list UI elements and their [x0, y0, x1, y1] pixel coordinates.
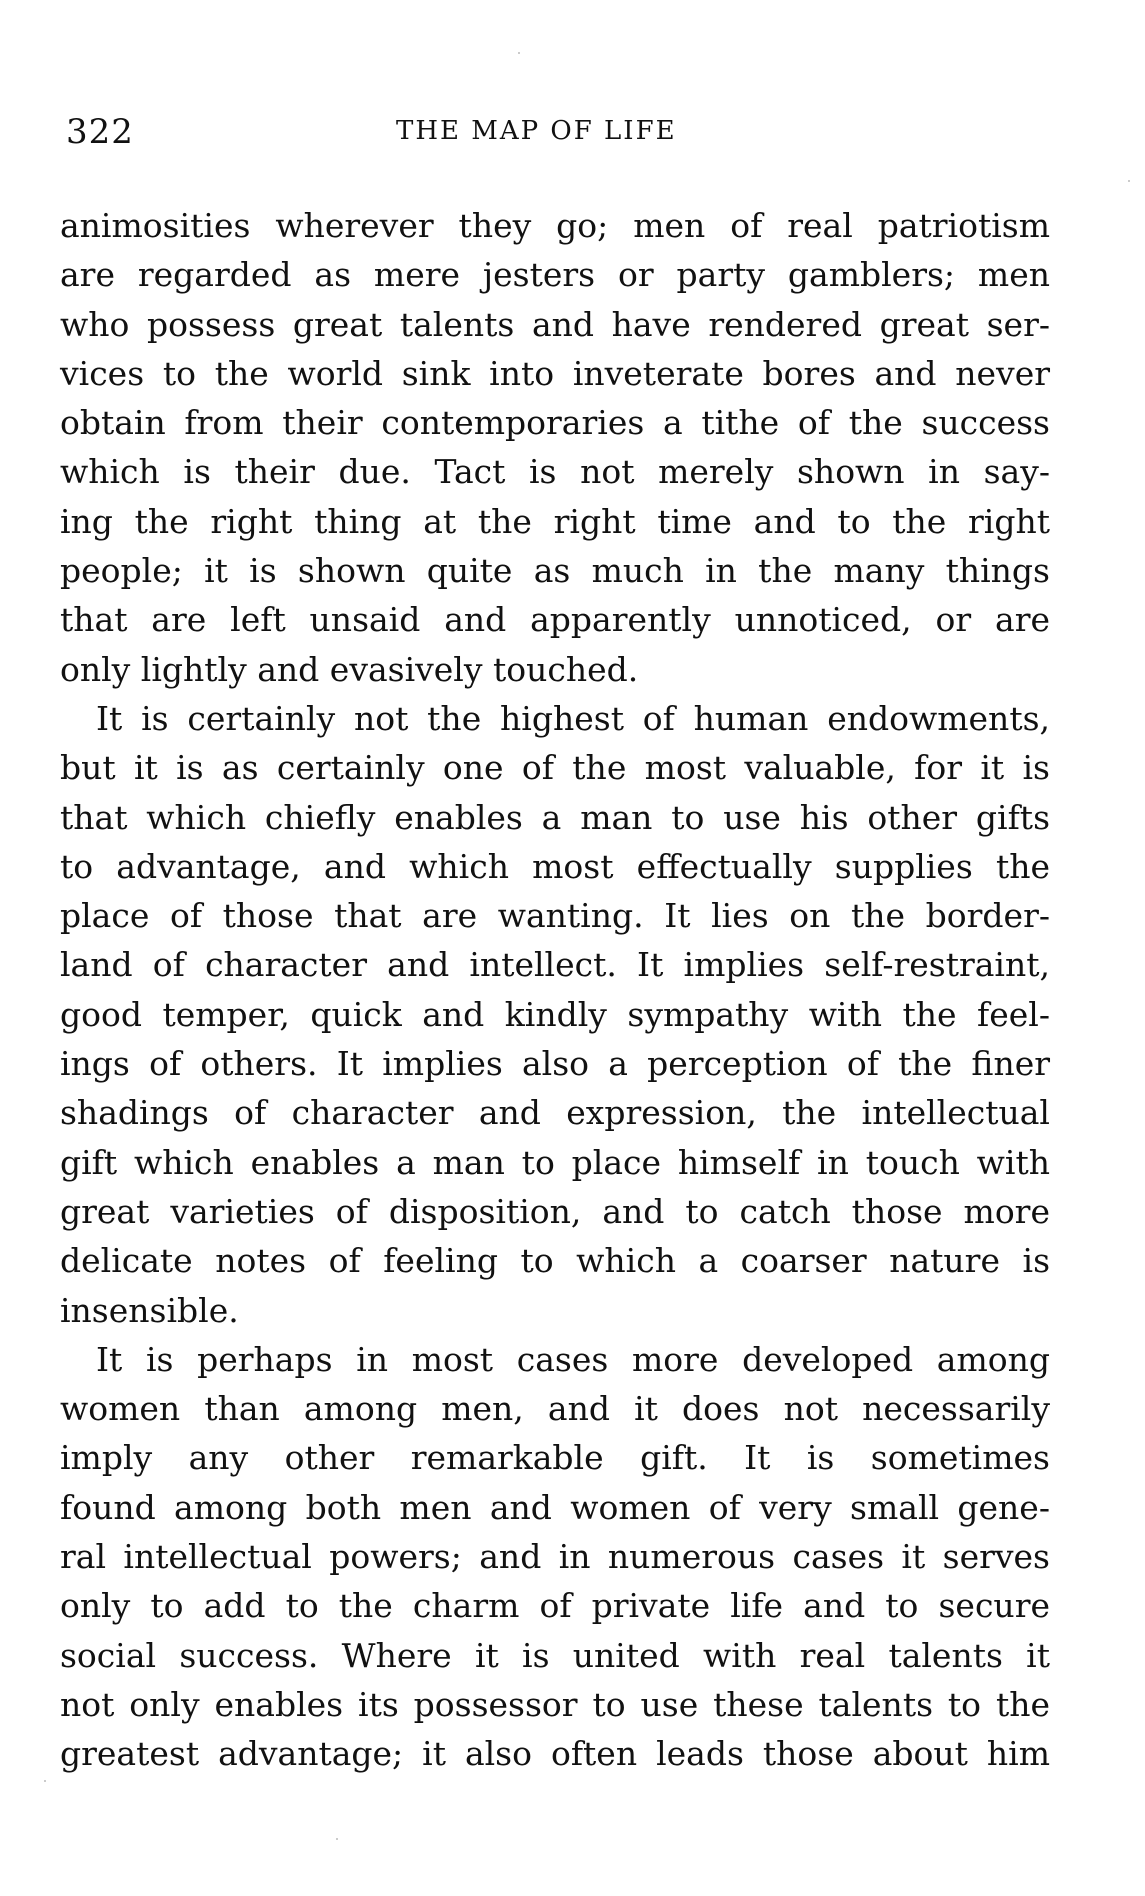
- text-line: that are left unsaid and apparently unnoticed, or are: [60, 600, 1050, 640]
- text-line: ings of others. It implies also a perception of the finer: [60, 1044, 1050, 1084]
- text-line: not only enables its possessor to use these talents to the: [60, 1684, 1050, 1724]
- text-line: that which chiefly enables a man to use his other gifts: [60, 797, 1050, 837]
- text-line: found among both men and women of very small gene-: [60, 1487, 1050, 1527]
- text-line: ral intellectual powers; and in numerous cases it serves: [60, 1537, 1050, 1577]
- text-line: vices to the world sink into inveterate bores and never: [60, 353, 1050, 393]
- text-line: only lightly and evasively touched.: [60, 649, 639, 689]
- text-line: insensible.: [60, 1290, 239, 1330]
- text-line: ing the right thing at the right time and to the right: [60, 501, 1050, 541]
- text-line: imply any other remarkable gift. It is sometimes: [60, 1438, 1050, 1478]
- text-line: but it is as certainly one of the most valuable, for it is: [60, 748, 1050, 788]
- page-number: 322: [66, 112, 134, 152]
- scan-speck: [44, 1780, 46, 1782]
- text-line: women than among men, and it does not necessarily: [60, 1389, 1050, 1429]
- page-header: [66, 112, 1066, 162]
- paragraph-3: [60, 1335, 1050, 1779]
- text-line: great varieties of disposition, and to catch those more: [60, 1191, 1050, 1231]
- running-head: THE MAP OF LIFE: [396, 116, 677, 146]
- text-line: to advantage, and which most effectually supplies the: [60, 846, 1050, 886]
- text-line: It is perhaps in most cases more developed among: [96, 1339, 1050, 1379]
- text-line: land of character and intellect. It implies self-restraint,: [60, 945, 1050, 985]
- text-line: It is certainly not the highest of human endowments,: [96, 698, 1050, 738]
- text-line: good temper, quick and kindly sympathy with the feel-: [60, 994, 1050, 1034]
- scan-speck: [1128, 180, 1130, 182]
- paragraph-1: [60, 201, 1050, 694]
- text-line: greatest advantage; it also often leads those about him: [60, 1734, 1050, 1774]
- text-line: obtain from their contemporaries a tithe of the success: [60, 403, 1050, 443]
- text-line: place of those that are wanting. It lies on the border-: [60, 896, 1050, 936]
- text-line: which is their due. Tact is not merely shown in say-: [60, 452, 1050, 492]
- text-line: delicate notes of feeling to which a coarser nature is: [60, 1241, 1050, 1281]
- text-line: are regarded as mere jesters or party gamblers; men: [60, 255, 1050, 295]
- text-line: people; it is shown quite as much in the many things: [60, 551, 1050, 591]
- text-line: only to add to the charm of private life and to secure: [60, 1586, 1050, 1626]
- text-line: who possess great talents and have rendered great ser-: [60, 304, 1050, 344]
- body-text: [60, 201, 1050, 1779]
- text-line: shadings of character and expression, the intellectual: [60, 1093, 1050, 1133]
- paragraph-2: [60, 694, 1050, 1335]
- text-line: animosities wherever they go; men of real patriotism: [60, 206, 1050, 245]
- scan-speck: [518, 52, 520, 54]
- text-line: social success. Where it is united with real talents it: [60, 1635, 1050, 1675]
- scan-speck: [336, 1838, 338, 1840]
- text-line: gift which enables a man to place himself in touch with: [60, 1142, 1050, 1182]
